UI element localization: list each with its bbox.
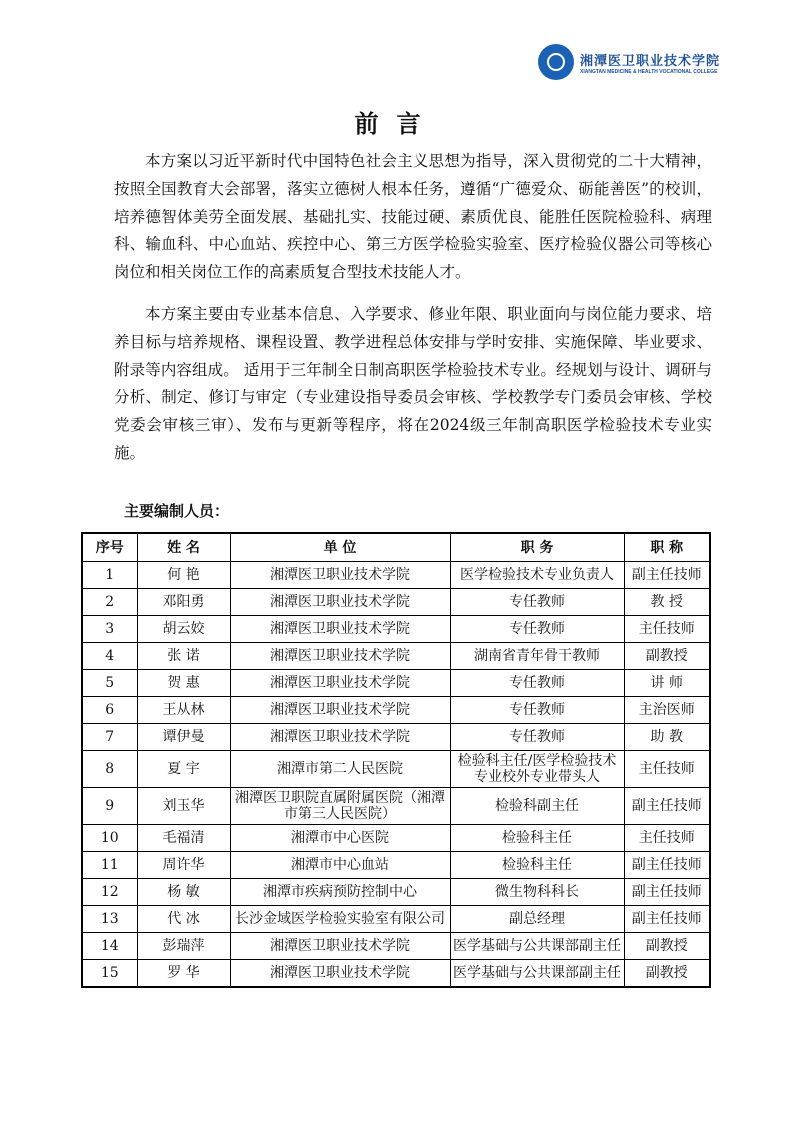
cell-position: 微生物科科长: [450, 879, 624, 906]
cell-name: 杨 敏: [137, 879, 230, 906]
cell-title: 主任技师: [624, 825, 710, 852]
column-header: 姓 名: [137, 533, 230, 562]
cell-organization: 湘潭医卫职院直属附属医院（湘潭市第三人民医院）: [230, 788, 450, 825]
table-row: [82, 643, 710, 670]
cell-title: 副教授: [624, 933, 710, 960]
cell-name: 周许华: [137, 852, 230, 879]
cell-position: 专任教师: [450, 589, 624, 616]
cell-position: 专任教师: [450, 697, 624, 724]
cell-organization: 湘潭医卫职业技术学院: [230, 562, 450, 589]
cell-position: 医学基础与公共课部副主任: [450, 960, 624, 988]
staff-section-title: 主要编制人员：: [124, 502, 230, 520]
column-header: 单 位: [230, 533, 450, 562]
cell-title: 副主任技师: [624, 852, 710, 879]
cell-organization: 湘潭市第二人民医院: [230, 751, 450, 788]
column-header: 序号: [82, 533, 137, 562]
staff-table: [81, 532, 711, 988]
column-header: 职 务: [450, 533, 624, 562]
cell-position: 副总经理: [450, 906, 624, 933]
table-row: [82, 933, 710, 960]
cell-name: 邓阳勇: [137, 589, 230, 616]
cell-row-number: 14: [82, 933, 137, 960]
cell-row-number: 5: [82, 670, 137, 697]
table-row: [82, 788, 710, 825]
cell-organization: 湘潭医卫职业技术学院: [230, 670, 450, 697]
cell-organization: 湘潭医卫职业技术学院: [230, 643, 450, 670]
cell-name: 刘玉华: [137, 788, 230, 825]
table-row: [82, 852, 710, 879]
cell-position: 检验科副主任: [450, 788, 624, 825]
cell-position: 检验科主任: [450, 852, 624, 879]
college-seal-icon: [538, 44, 574, 80]
cell-name: 王从林: [137, 697, 230, 724]
cell-title: 副主任技师: [624, 879, 710, 906]
cell-organization: 湘潭医卫职业技术学院: [230, 589, 450, 616]
cell-name: 彭瑞萍: [137, 933, 230, 960]
table-row: [82, 562, 710, 589]
paragraph-2: 本方案主要由专业基本信息、入学要求、修业年限、职业面向与岗位能力要求、培养目标与培养规格、课程设置、教学进程总体安排与学时安排、实施保障、毕业要求、附录等内容组成。 适用于三年制全日制高职医学检验技术专业。经规划与设计、调研与分析、制定、修订与审定（专业建设指导委员会审核、学校教学专门委员会审核、学校党委会审核三审）、发布与更新等程序，将在2024级三年制高职医学检验技术专业实施。: [114, 305, 712, 462]
cell-title: 主治医师: [624, 697, 710, 724]
cell-row-number: 8: [82, 751, 137, 788]
cell-name: 夏 宇: [137, 751, 230, 788]
cell-row-number: 1: [82, 562, 137, 589]
page-title: 前言: [354, 109, 439, 138]
table-row: [82, 879, 710, 906]
cell-organization: 湘潭市中心血站: [230, 852, 450, 879]
cell-name: 谭伊曼: [137, 724, 230, 751]
cell-title: 讲 师: [624, 670, 710, 697]
cell-position: 湖南省青年骨干教师: [450, 643, 624, 670]
cell-row-number: 4: [82, 643, 137, 670]
table-row: [82, 960, 710, 988]
cell-name: 张 诺: [137, 643, 230, 670]
cell-row-number: 9: [82, 788, 137, 825]
cell-row-number: 13: [82, 906, 137, 933]
cell-organization: 湘潭市中心医院: [230, 825, 450, 852]
cell-row-number: 10: [82, 825, 137, 852]
cell-organization: 湘潭医卫职业技术学院: [230, 960, 450, 988]
table-row: [82, 697, 710, 724]
cell-title: 主任技师: [624, 616, 710, 643]
logo-english-name: XIANGTAN MEDICINE & HEALTH VOCATIONAL COLLEGE: [580, 68, 718, 75]
logo-chinese-name: 湘潭医卫职业技术学院: [580, 53, 721, 69]
cell-name: 贺 惠: [137, 670, 230, 697]
cell-row-number: 2: [82, 589, 137, 616]
cell-name: 毛福清: [137, 825, 230, 852]
table-row: [82, 825, 710, 852]
column-header: 职 称: [624, 533, 710, 562]
cell-position: 专任教师: [450, 724, 624, 751]
table-row: [82, 751, 710, 788]
cell-row-number: 15: [82, 960, 137, 988]
table-row: [82, 589, 710, 616]
cell-title: 助 教: [624, 724, 710, 751]
cell-name: 何 艳: [137, 562, 230, 589]
cell-position: 医学检验技术专业负责人: [450, 562, 624, 589]
cell-row-number: 12: [82, 879, 137, 906]
cell-row-number: 11: [82, 852, 137, 879]
college-logo: [538, 44, 720, 80]
cell-organization: 长沙金域医学检验实验室有限公司: [230, 906, 450, 933]
cell-title: 主任技师: [624, 751, 710, 788]
cell-position: 医学基础与公共课部副主任: [450, 933, 624, 960]
cell-organization: 湘潭市疾病预防控制中心: [230, 879, 450, 906]
cell-row-number: 3: [82, 616, 137, 643]
cell-title: 副教授: [624, 643, 710, 670]
cell-organization: 湘潭医卫职业技术学院: [230, 724, 450, 751]
cell-position: 检验科主任/医学检验技术专业校外专业带头人: [450, 751, 624, 788]
cell-position: 专任教师: [450, 616, 624, 643]
cell-row-number: 6: [82, 697, 137, 724]
cell-name: 罗 华: [137, 960, 230, 988]
cell-organization: 湘潭医卫职业技术学院: [230, 933, 450, 960]
cell-position: 专任教师: [450, 670, 624, 697]
table-row: [82, 616, 710, 643]
cell-name: 胡云姣: [137, 616, 230, 643]
cell-organization: 湘潭医卫职业技术学院: [230, 616, 450, 643]
table-row: [82, 724, 710, 751]
table-row: [82, 906, 710, 933]
cell-title: 教 授: [624, 589, 710, 616]
cell-title: 副主任技师: [624, 788, 710, 825]
table-row: [82, 670, 710, 697]
cell-title: 副教授: [624, 960, 710, 988]
cell-title: 副主任技师: [624, 906, 710, 933]
paragraph-1: 本方案以习近平新时代中国特色社会主义思想为指导，深入贯彻党的二十大精神，按照全国教育大会部署，落实立德树人根本任务，遵循“广德爱众、砺能善医”的校训，培养德智体美劳全面发展、基础扎实、技能过硬、素质优良、能胜任医院检验科、病理科、输血科、中心血站、疾控中心、第三方医学检验实验室、医疗检验仪器公司等核心岗位和相关岗位工作的高素质复合型技术技能人才。: [114, 152, 712, 282]
cell-position: 检验科主任: [450, 825, 624, 852]
cell-row-number: 7: [82, 724, 137, 751]
cell-name: 代 冰: [137, 906, 230, 933]
cell-title: 副主任技师: [624, 562, 710, 589]
cell-organization: 湘潭医卫职业技术学院: [230, 697, 450, 724]
